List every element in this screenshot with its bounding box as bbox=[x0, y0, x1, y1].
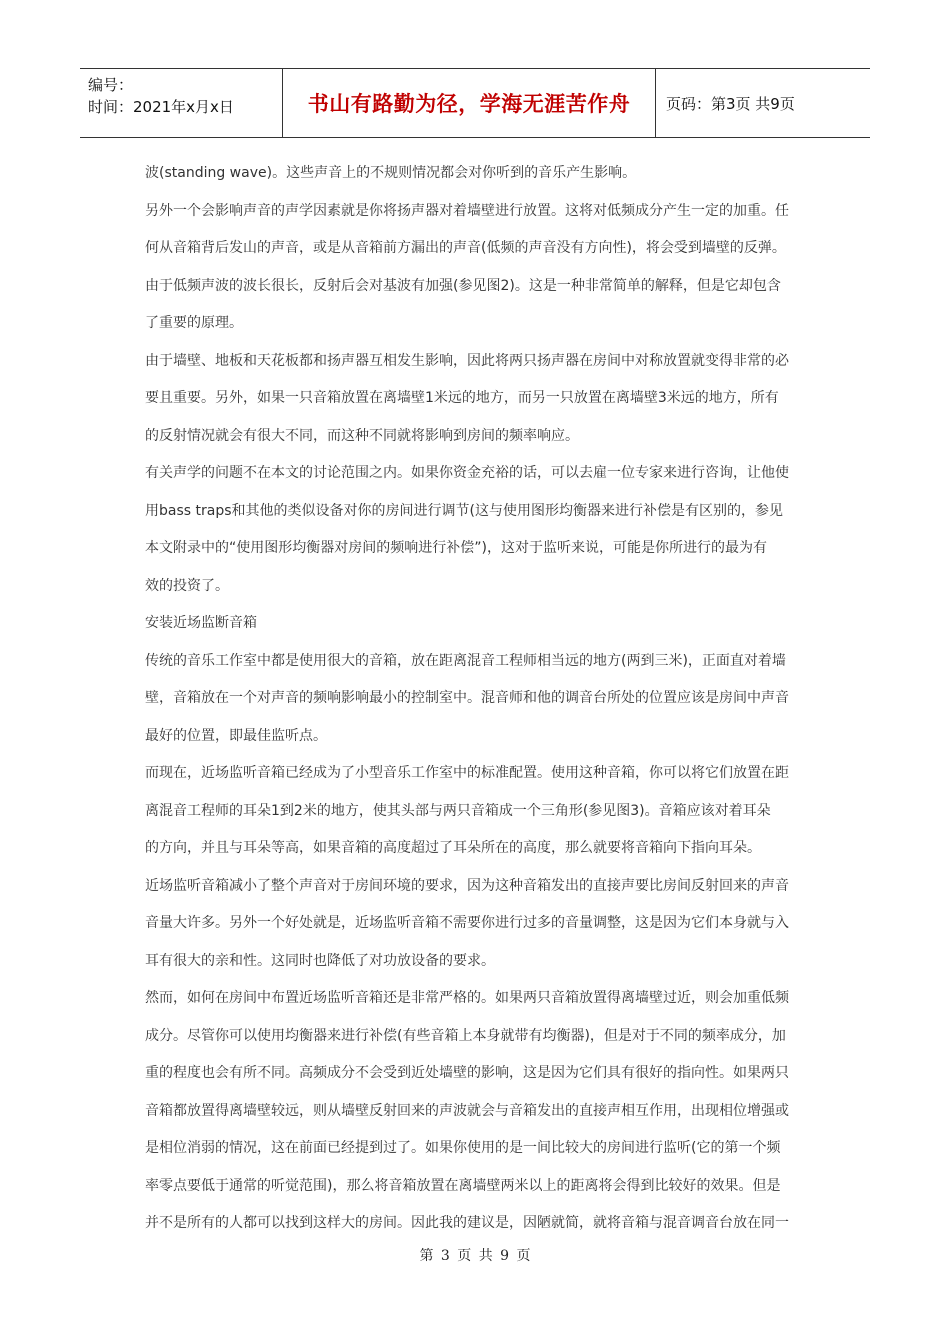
body-line: 有关声学的问题不在本文的讨论范围之内。如果你资金充裕的话，可以去雇一位专家来进行咨询，让他使 bbox=[145, 465, 789, 481]
body-line: 用bass traps和其他的类似设备对你的房间进行调节(这与使用图形均衡器来进行补偿是有区别的，参见 bbox=[145, 502, 783, 519]
body-line: 最好的位置，即最佳监听点。 bbox=[145, 727, 327, 744]
body-line: 耳有很大的亲和性。这同时也降低了对功放设备的要求。 bbox=[145, 952, 495, 969]
document-body bbox=[145, 155, 805, 1243]
body-line: 传统的音乐工作室中都是使用很大的音箱，放在距离混音工程师相当远的地方(两到三米)，正面直对着墙 bbox=[145, 652, 786, 669]
header-meta bbox=[80, 69, 283, 137]
body-line: 是相位消弱的情况，这在前面已经提到过了。如果你使用的是一间比较大的房间进行监听(它的第一个频 bbox=[145, 1140, 781, 1156]
body-line: 然而，如何在房间中布置近场监听音箱还是非常严格的。如果两只音箱放置得离墙壁过近，则会加重低频 bbox=[145, 990, 789, 1006]
body-line: 离混音工程师的耳朵1到2米的地方，使其头部与两只音箱成一个三角形(参见图3)。音箱应该对着耳朵 bbox=[145, 802, 771, 819]
body-line: 的方向，并且与耳朵等高，如果音箱的高度超过了耳朵所在的高度，那么就要将音箱向下指向耳朵。 bbox=[145, 840, 761, 856]
document-time-label: 时间：2021年x月x日 bbox=[88, 98, 234, 116]
body-line: 另外一个会影响声音的声学因素就是你将扬声器对着墙壁进行放置。这将对低频成分产生一定的加重。任 bbox=[145, 202, 789, 219]
page-footer bbox=[0, 1245, 950, 1265]
body-line: 而现在，近场监听音箱已经成为了小型音乐工作室中的标准配置。使用这种音箱，你可以将它们放置在距 bbox=[145, 765, 789, 781]
body-line: 音箱都放置得离墙壁较远，则从墙壁反射回来的声波就会与音箱发出的直接声相互作用，出现相位增强或 bbox=[145, 1102, 789, 1119]
body-line: 由于墙壁、地板和天花板都和扬声器互相发生影响，因此将两只扬声器在房间中对称放置就变得非常的必 bbox=[145, 352, 789, 369]
body-line: 重的程度也会有所不同。高频成分不会受到近处墙壁的影响，这是因为它们具有很好的指向性。如果两只 bbox=[145, 1065, 789, 1081]
body-line: 率零点要低于通常的听觉范围)，那么将音箱放置在离墙壁两米以上的距离将会得到比较好的效果。但是 bbox=[145, 1177, 781, 1194]
page-header bbox=[80, 68, 870, 138]
header-page-number: 页码：第3页 共9页 bbox=[666, 94, 795, 113]
body-line: 的反射情况就会有很大不同，而这种不同就将影响到房间的频率响应。 bbox=[145, 427, 579, 444]
body-line: 本文附录中的“使用图形均衡器对房间的频响进行补偿”)，这对于监听来说，可能是你所进行的最为有 bbox=[145, 540, 767, 556]
footer-page-number: 第 3 页 共 9 页 bbox=[419, 1248, 531, 1264]
body-line: 音量大许多。另外一个好处就是，近场监听音箱不需要你进行过多的音量调整，这是因为它们本身就与入 bbox=[145, 915, 789, 931]
body-line: 由于低频声波的波长很长，反射后会对基波有加强(参见图2)。这是一种非常简单的解释，但是它却包含 bbox=[145, 277, 781, 294]
body-line: 并不是所有的人都可以找到这样大的房间。因此我的建议是，因陋就简，就将音箱与混音调音台放在同一 bbox=[145, 1215, 789, 1231]
header-motto: 书山有路勤为径，学海无涯苦作舟 bbox=[307, 92, 631, 116]
body-line: 近场监听音箱减小了整个声音对于房间环境的要求，因为这种音箱发出的直接声要比房间反射回来的声音 bbox=[145, 877, 789, 894]
body-line: 了重要的原理。 bbox=[145, 315, 243, 331]
body-line: 波(standing wave)。这些声音上的不规则情况都会对你听到的音乐产生影响。 bbox=[145, 165, 637, 181]
section-heading: 安装近场监断音箱 bbox=[145, 615, 257, 631]
header-page-cell bbox=[656, 69, 870, 137]
body-line: 要且重要。另外，如果一只音箱放置在离墙壁1米远的地方，而另一只放置在离墙壁3米远的地方，所有 bbox=[145, 390, 779, 406]
body-line: 成分。尽管你可以使用均衡器来进行补偿(有些音箱上本身就带有均衡器)，但是对于不同的频率成分，加 bbox=[145, 1027, 786, 1044]
body-line: 壁，音箱放在一个对声音的频响影响最小的控制室中。混音师和他的调音台所处的位置应该是房间中声音 bbox=[145, 690, 789, 706]
document-code-label: 编号： bbox=[88, 76, 134, 94]
header-motto-cell bbox=[283, 69, 656, 137]
body-line: 何从音箱背后发山的声音，或是从音箱前方漏出的声音(低频的声音没有方向性)，将会受到墙壁的反弹。 bbox=[145, 240, 786, 256]
body-line: 效的投资了。 bbox=[145, 577, 229, 594]
